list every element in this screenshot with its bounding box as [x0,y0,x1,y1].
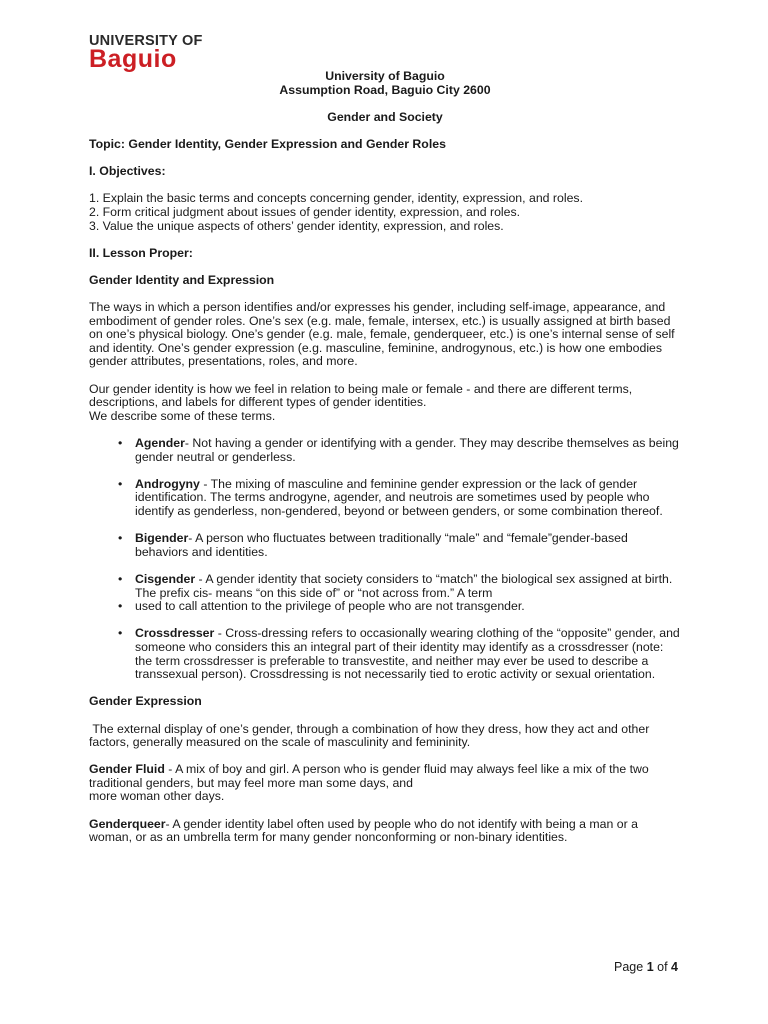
lesson-paragraph: Our gender identity is how we feel in relation to being male or female - and there are different terms, descriptions, and labels for different types of gender identities. [89,381,633,410]
term-label: Cisgender [135,571,196,586]
institution-address: Assumption Road, Baguio City 2600 [279,82,491,97]
document-body [89,70,681,845]
term-label: Agender [135,436,185,451]
total-pages: 4 [671,960,678,974]
term-label: Bigender [135,531,189,546]
term-definition: - Cross-dressing refers to occasionally wearing clothing of the “opposite” gender, and someone who considers this an integral part of their identity may identify as a crossdresser (note: the term crossdresser is preferable to transvestite, and neither may ever be used to describe a transsexual person). Crossdressing is not necessarily tied to erotic activity or sexual orientation. [135,626,680,682]
term-definition: - A gender identity that society considers to “match” the biological sex assigned at birth. The prefix cis- means “on this side of” or “not across from.” A term [135,571,673,600]
term-definition: - A mix of boy and girl. A person who is gender fluid may always feel like a mix of the two traditional genders, but may feel more man some days, and [89,762,649,790]
objective-item: 2. Form critical judgment about issues of gender identity, expression, and roles. [89,204,521,219]
term-label: Genderqueer [89,816,166,831]
list-item: • Bigender- A person who fluctuates between traditionally “male” and “female”gender-based behaviors and identities. [118,531,628,559]
logo-line2: Baguio [89,45,177,73]
university-logo [89,33,203,73]
list-item: • Crossdresser - Cross-dressing refers to occasionally wearing clothing of the “opposite” gender, and someone who considers this an integral part of their identity may identify as a crossdresser (note: the term crossdresser is preferable to transvestite, and neither may ever be used to describe a transsexual person). Crossdressing is not necessarily tied to erotic activity or sexual orientation. [118,626,680,682]
list-item: • used to call attention to the privilege of people who are not transgender. [118,599,525,614]
gender-fluid-paragraph [89,763,681,790]
logo-line1: UNIVERSITY OF [89,33,203,49]
lesson-subheading: Gender Identity and Expression [89,272,275,287]
institution-name: University of Baguio [325,69,445,83]
expression-paragraph: The external display of one’s gender, through a combination of how they dress, how they act and other factors, generally measured on the scale of masculinity and femininity. [89,721,653,750]
list-item: • Cisgender - A gender identity that society considers to “match” the biological sex assigned at birth. The prefix cis- means “on this side of” or “not across from.” A term [118,571,673,600]
term-label: Gender Fluid [89,762,165,777]
lesson-paragraph: The ways in which a person identifies and/or expresses his gender, including self-image, appearance, and embodiment of gender roles. One’s sex (e.g. male, female, intersex, etc.) is usually assigned at birth based on one’s physical biology. One’s gender (e.g. male, female, genderqueer, etc.) is one’s internal sense of self and identity. One’s gender expression (e.g. masculine, feminine, androgynous, etc.) is how one embodies gender attributes, presentations, roles, and more. [89,300,675,369]
objective-item: 1. Explain the basic terms and concepts concerning gender, identity, expression, and roles. [89,191,583,206]
page-label: Page [614,960,644,974]
course-title: Gender and Society [327,109,443,124]
page-of: of [657,960,668,974]
term-label: Androgyny [135,476,200,491]
lesson-paragraph: We describe some of these terms. [89,408,276,423]
list-item: • Androgyny - The mixing of masculine and feminine gender expression or the lack of gender identification. The terms androgyne, agender, and neutrois are sometimes used by people who identify as genderless, non-gendered, beyond or between genders, or some combination thereof. [118,476,663,518]
current-page: 1 [646,960,654,974]
term-definition: used to call attention to the privilege of people who are not transgender. [135,599,525,614]
term-definition: - Not having a gender or identifying with a gender. They may describe themselves as being gender neutral or genderless. [135,436,679,464]
expression-heading: Gender Expression [89,694,202,709]
page-number [614,960,678,974]
topic-line: Topic: Gender Identity, Gender Expression and Gender Roles [89,136,446,151]
lesson-heading: II. Lesson Proper: [89,245,193,260]
objective-item: 3. Value the unique aspects of others’ gender identity, expression, and roles. [89,218,504,233]
terms-list [89,437,681,682]
gender-fluid-continued: more woman other days. [89,789,225,804]
term-definition: - A gender identity label often used by people who do not identify with being a man or a woman, or as an umbrella term for many gender nonconforming or non-binary identities. [89,816,638,845]
genderqueer-paragraph [89,818,681,845]
objectives-heading: I. Objectives: [89,164,166,179]
term-definition: - A person who fluctuates between traditionally “male” and “female”gender-based behaviors and identities. [135,531,628,559]
term-label: Crossdresser [135,626,215,641]
term-definition: - The mixing of masculine and feminine gender expression or the lack of gender identification. The terms androgyne, agender, and neutrois are sometimes used by people who identify as genderless, non-gendered, beyond or between genders, or some combination thereof. [135,476,663,518]
list-item: • Agender- Not having a gender or identifying with a gender. They may describe themselves as being gender neutral or genderless. [118,436,679,464]
